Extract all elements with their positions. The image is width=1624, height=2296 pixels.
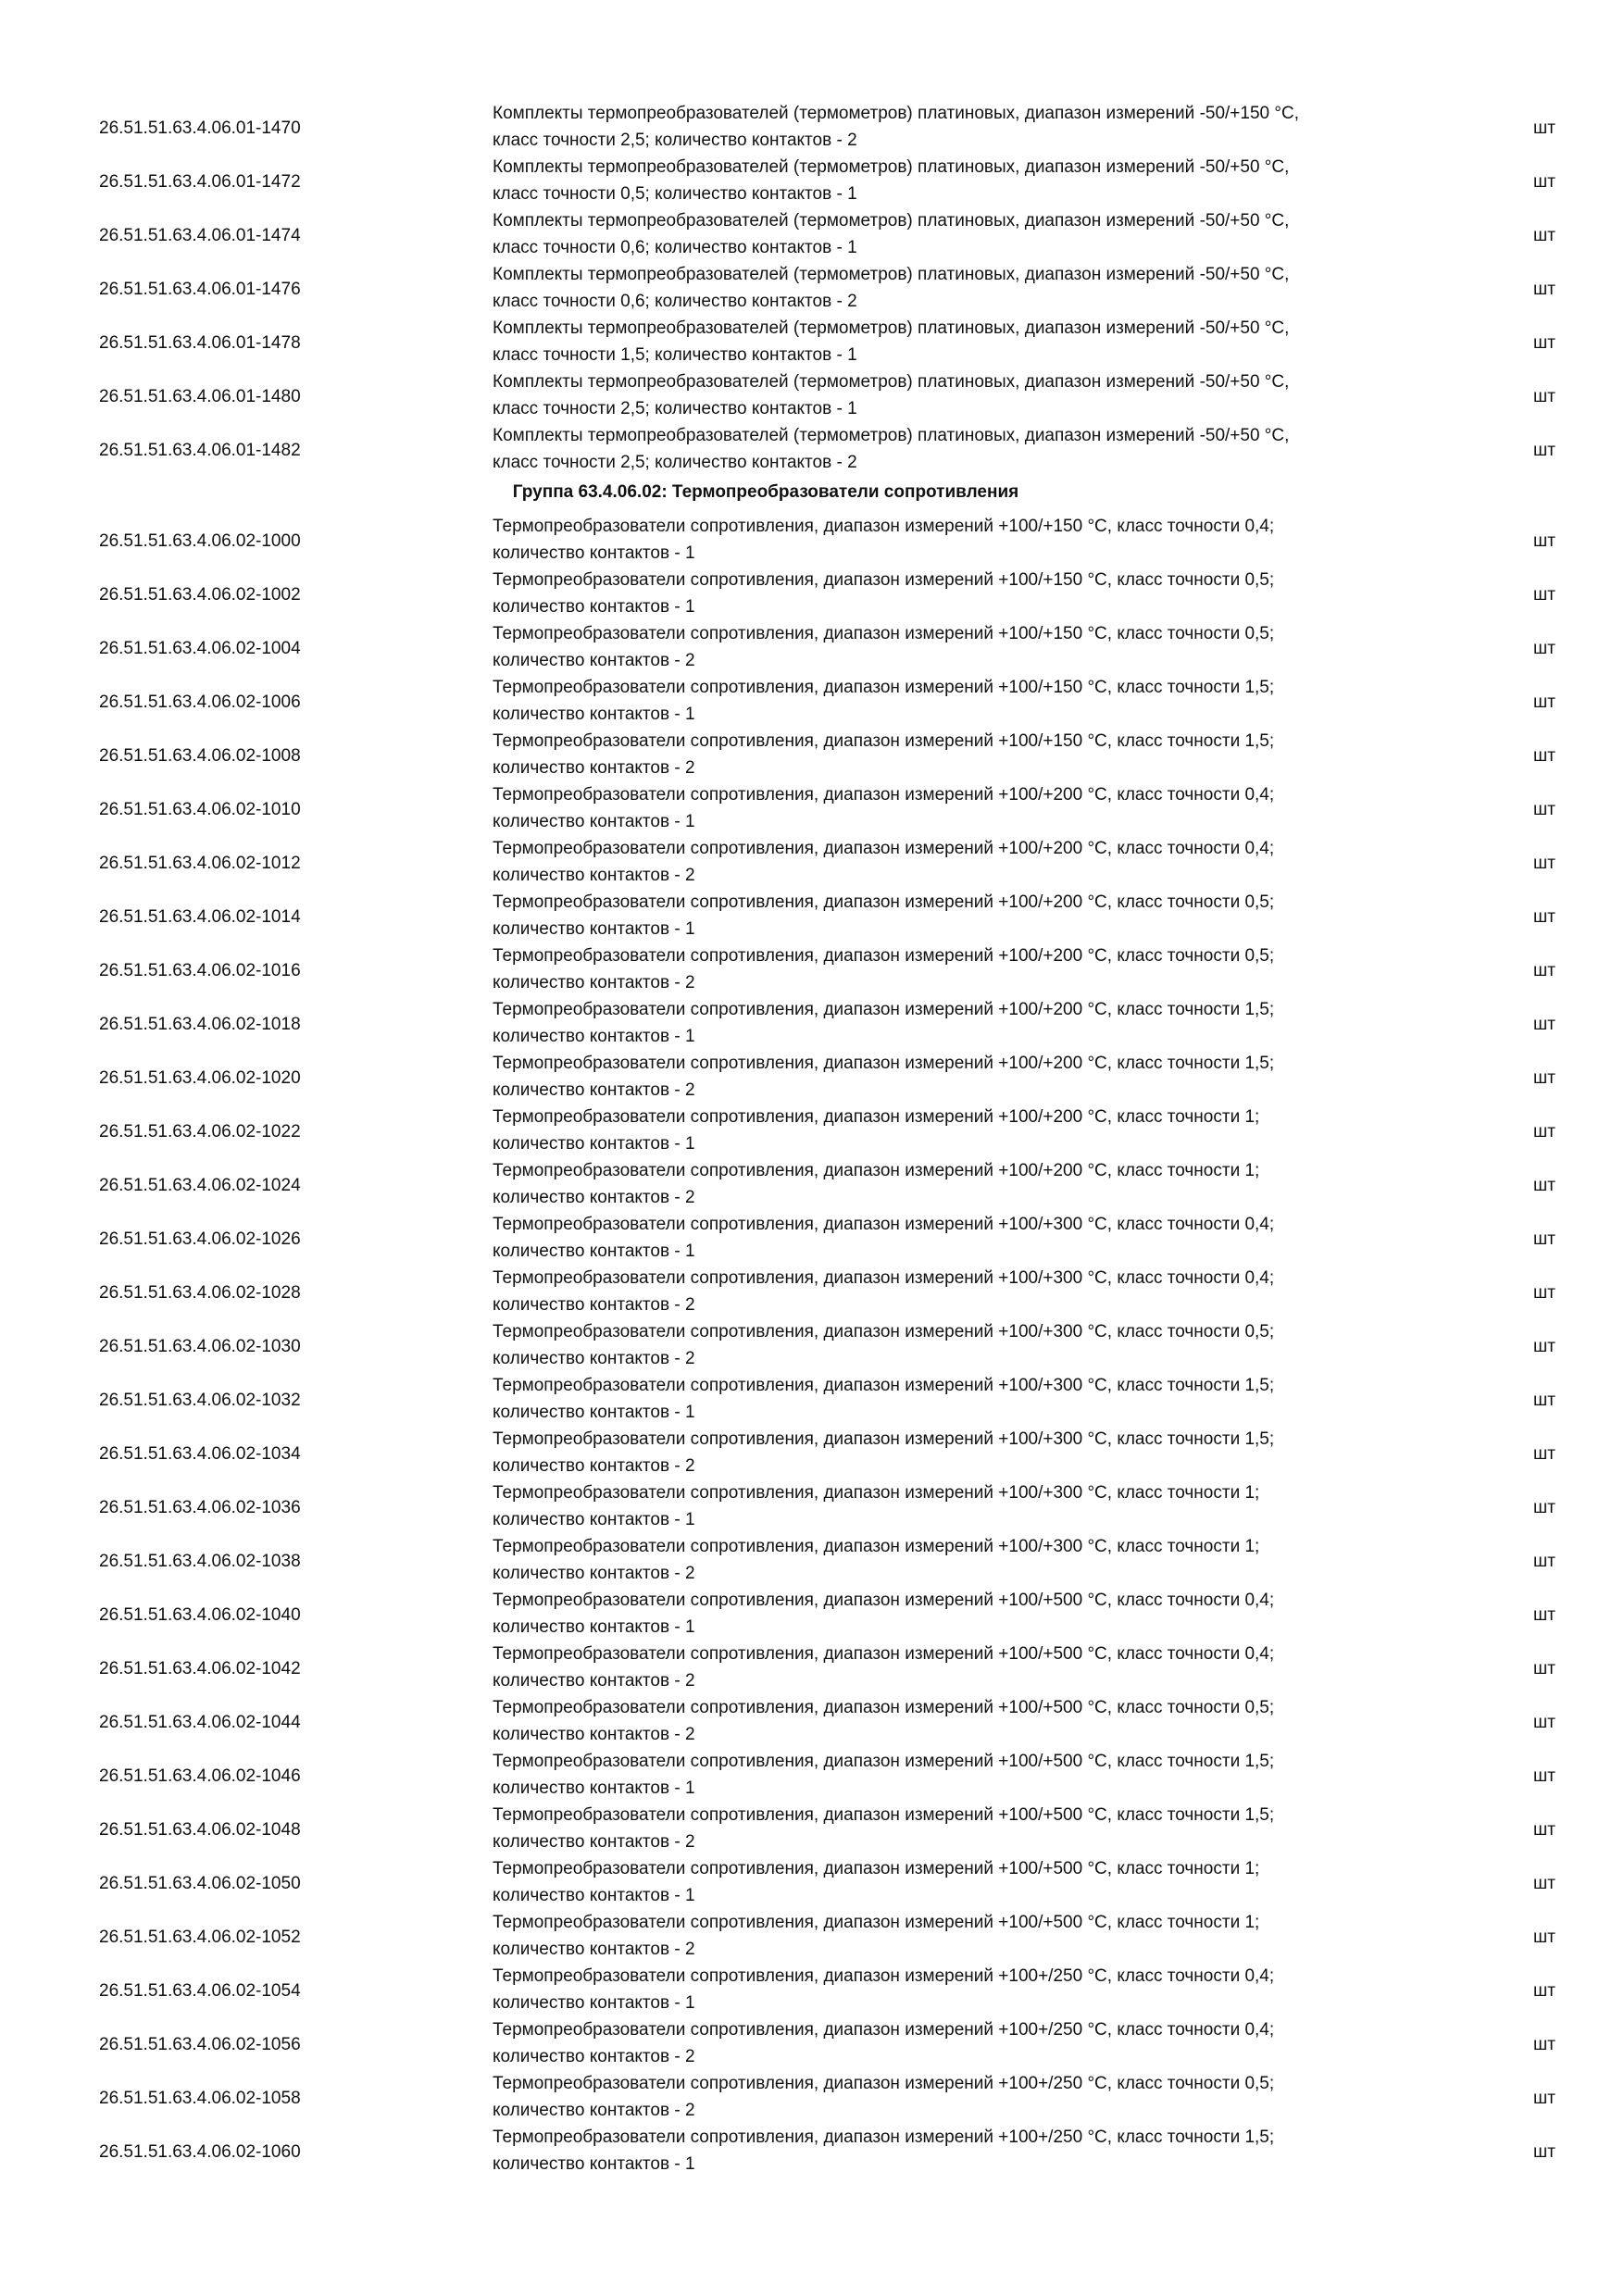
description-line-2: количество контактов - 2 [493,1080,695,1100]
description-line-2: количество контактов - 1 [493,597,695,617]
item-code: 26.51.51.63.4.06.02-1030 [99,1337,301,1356]
description-line-2: количество контактов - 2 [493,1564,695,1583]
item-unit: шт [1533,1391,1555,1410]
item-description [493,889,1474,942]
table-row [0,100,1624,154]
item-unit: шт [1533,1068,1555,1088]
description-line-1: Термопреобразователи сопротивления, диапазон измерений +100/+150 °C, класс точности 1,5; [493,678,1275,697]
description-line-2: количество контактов - 2 [493,758,695,778]
item-code: 26.51.51.63.4.06.02-1034 [99,1444,301,1464]
description-line-2: класс точности 2,5; количество контактов - 2 [493,453,857,472]
item-description [493,1050,1474,1104]
table-row [0,1963,1624,2016]
item-code: 26.51.51.63.4.06.02-1036 [99,1498,301,1517]
table-row [0,889,1624,942]
item-code: 26.51.51.63.4.06.02-1028 [99,1283,301,1303]
item-description [493,1104,1474,1157]
item-unit: шт [1533,333,1555,353]
description-line-2: класс точности 2,5; количество контактов - 1 [493,399,857,418]
table-row [0,1855,1624,1909]
item-code: 26.51.51.63.4.06.01-1478 [99,333,301,353]
item-unit: шт [1533,585,1555,605]
description-line-2: количество контактов - 1 [493,1993,695,2013]
item-code: 26.51.51.63.4.06.02-1040 [99,1605,301,1625]
item-code: 26.51.51.63.4.06.02-1038 [99,1552,301,1571]
description-line-1: Термопреобразователи сопротивления, диапазон измерений +100+/250 °C, класс точности 0,4; [493,2020,1275,2040]
table-row [0,1050,1624,1104]
description-line-1: Термопреобразователи сопротивления, диапазон измерений +100/+200 °C, класс точности 0,5; [493,946,1275,966]
description-line-1: Термопреобразователи сопротивления, диапазон измерений +100/+500 °C, класс точности 1; [493,1913,1260,1932]
item-unit: шт [1533,961,1555,980]
item-unit: шт [1533,1498,1555,1517]
description-line-1: Термопреобразователи сопротивления, диапазон измерений +100/+300 °C, класс точности 1,5; [493,1376,1275,1395]
description-line-1: Термопреобразователи сопротивления, диапазон измерений +100/+200 °C, класс точности 0,4; [493,839,1275,858]
table-row [0,1587,1624,1641]
description-line-2: количество контактов - 1 [493,705,695,724]
item-code: 26.51.51.63.4.06.01-1480 [99,387,301,406]
item-unit: шт [1533,693,1555,712]
item-unit: шт [1533,531,1555,551]
table-row [0,1802,1624,1855]
item-code: 26.51.51.63.4.06.02-1058 [99,2089,301,2108]
item-description [493,620,1474,674]
description-line-2: класс точности 1,5; количество контактов - 1 [493,345,857,365]
description-line-1: Комплекты термопреобразователей (термометров) платиновых, диапазон измерений -50/+50 °C, [493,211,1290,231]
item-description [493,728,1474,781]
item-description [493,996,1474,1050]
description-line-1: Термопреобразователи сопротивления, диапазон измерений +100/+150 °C, класс точности 0,5; [493,570,1275,590]
description-line-2: количество контактов - 2 [493,1295,695,1315]
item-description [493,781,1474,835]
description-line-2: количество контактов - 1 [493,1778,695,1798]
table-row [0,1157,1624,1211]
table-row [0,1909,1624,1963]
item-description [493,2070,1474,2124]
item-unit: шт [1533,172,1555,192]
item-unit: шт [1533,1820,1555,1840]
item-code: 26.51.51.63.4.06.02-1052 [99,1928,301,1947]
table-row [0,2070,1624,2124]
description-line-2: количество контактов - 1 [493,1617,695,1637]
table-row [0,513,1624,567]
item-unit: шт [1533,1444,1555,1464]
description-line-2: количество контактов - 2 [493,1940,695,1959]
description-line-2: количество контактов - 2 [493,1456,695,1476]
item-unit: шт [1533,746,1555,766]
table-row [0,620,1624,674]
item-code: 26.51.51.63.4.06.02-1050 [99,1874,301,1893]
description-line-2: класс точности 2,5; количество контактов - 2 [493,131,857,150]
table-row [0,567,1624,620]
item-unit: шт [1533,1766,1555,1786]
table-row [0,422,1624,476]
description-line-1: Термопреобразователи сопротивления, диапазон измерений +100/+150 °C, класс точности 0,5; [493,624,1275,643]
item-unit: шт [1533,1874,1555,1893]
description-line-2: количество контактов - 2 [493,2101,695,2120]
item-code: 26.51.51.63.4.06.02-1012 [99,854,301,873]
item-description [493,315,1474,368]
description-line-2: количество контактов - 1 [493,919,695,939]
item-code: 26.51.51.63.4.06.02-1002 [99,585,301,605]
table-row [0,1694,1624,1748]
item-code: 26.51.51.63.4.06.02-1048 [99,1820,301,1840]
description-line-2: количество контактов - 2 [493,973,695,992]
table-row [0,154,1624,207]
description-line-2: количество контактов - 1 [493,1886,695,1905]
description-line-1: Термопреобразователи сопротивления, диапазон измерений +100/+200 °C, класс точности 0,4; [493,785,1275,805]
item-unit: шт [1533,1981,1555,2001]
table-row [0,261,1624,315]
table-row [0,1104,1624,1157]
description-line-1: Термопреобразователи сопротивления, диапазон измерений +100+/250 °C, класс точности 0,4; [493,1966,1275,1986]
description-line-1: Термопреобразователи сопротивления, диапазон измерений +100/+300 °C, класс точности 1; [493,1483,1260,1503]
item-description [493,154,1474,207]
description-line-2: количество контактов - 2 [493,2047,695,2066]
description-line-2: количество контактов - 1 [493,1027,695,1046]
item-code: 26.51.51.63.4.06.01-1470 [99,119,301,138]
item-unit: шт [1533,1176,1555,1195]
item-description [493,1909,1474,1963]
item-description [493,674,1474,728]
description-line-2: количество контактов - 2 [493,866,695,885]
item-code: 26.51.51.63.4.06.02-1032 [99,1391,301,1410]
item-description [493,1265,1474,1318]
item-unit: шт [1533,854,1555,873]
description-line-2: количество контактов - 1 [493,1510,695,1529]
item-description [493,1641,1474,1694]
item-description [493,1802,1474,1855]
item-unit: шт [1533,441,1555,460]
item-description [493,2124,1474,2177]
description-line-2: количество контактов - 2 [493,1832,695,1852]
description-line-2: класс точности 0,6; количество контактов - 2 [493,292,857,311]
item-description [493,513,1474,567]
item-code: 26.51.51.63.4.06.02-1014 [99,907,301,927]
item-unit: шт [1533,1552,1555,1571]
description-line-1: Термопреобразователи сопротивления, диапазон измерений +100/+200 °C, класс точности 1,5; [493,1054,1275,1073]
item-code: 26.51.51.63.4.06.01-1476 [99,280,301,299]
table-row [0,207,1624,261]
item-code: 26.51.51.63.4.06.02-1008 [99,746,301,766]
item-unit: шт [1533,800,1555,819]
table-row [0,2016,1624,2070]
table-row [0,368,1624,422]
item-code: 26.51.51.63.4.06.02-1016 [99,961,301,980]
description-line-2: количество контактов - 1 [493,812,695,831]
item-description [493,1426,1474,1479]
item-unit: шт [1533,1713,1555,1732]
item-code: 26.51.51.63.4.06.01-1474 [99,226,301,245]
description-line-1: Комплекты термопреобразователей (термометров) платиновых, диапазон измерений -50/+50 °C, [493,265,1290,284]
item-unit: шт [1533,639,1555,658]
item-description [493,835,1474,889]
description-line-2: класс точности 0,5; количество контактов - 1 [493,184,857,204]
description-line-1: Термопреобразователи сопротивления, диапазон измерений +100/+300 °C, класс точности 0,5; [493,1322,1275,1341]
item-unit: шт [1533,1928,1555,1947]
item-code: 26.51.51.63.4.06.02-1042 [99,1659,301,1678]
table-row [0,2124,1624,2177]
item-unit: шт [1533,1659,1555,1678]
item-code: 26.51.51.63.4.06.02-1022 [99,1122,301,1142]
item-code: 26.51.51.63.4.06.02-1024 [99,1176,301,1195]
description-line-1: Термопреобразователи сопротивления, диапазон измерений +100/+200 °C, класс точности 1; [493,1107,1260,1127]
item-code: 26.51.51.63.4.06.02-1056 [99,2035,301,2054]
item-unit: шт [1533,1122,1555,1142]
table-row [0,1426,1624,1479]
item-code: 26.51.51.63.4.06.01-1472 [99,172,301,192]
description-line-2: класс точности 0,6; количество контактов - 1 [493,238,857,257]
item-unit: шт [1533,119,1555,138]
description-line-2: количество контактов - 1 [493,1403,695,1422]
description-line-1: Термопреобразователи сопротивления, диапазон измерений +100/+500 °C, класс точности 1,5; [493,1805,1275,1825]
item-description [493,1694,1474,1748]
item-code: 26.51.51.63.4.06.01-1482 [99,441,301,460]
item-code: 26.51.51.63.4.06.02-1026 [99,1229,301,1249]
table-row [0,1641,1624,1694]
description-line-1: Комплекты термопреобразователей (термометров) платиновых, диапазон измерений -50/+150 °C, [493,104,1299,123]
description-line-1: Комплекты термопреобразователей (термометров) платиновых, диапазон измерений -50/+50 °C, [493,318,1290,338]
item-description [493,942,1474,996]
item-description [493,567,1474,620]
item-code: 26.51.51.63.4.06.02-1006 [99,693,301,712]
item-unit: шт [1533,907,1555,927]
table-row [0,1748,1624,1802]
item-description [493,1372,1474,1426]
table-row [0,1265,1624,1318]
item-code: 26.51.51.63.4.06.02-1020 [99,1068,301,1088]
table-row [0,1533,1624,1587]
description-line-1: Термопреобразователи сопротивления, диапазон измерений +100/+200 °C, класс точности 1,5; [493,1000,1275,1019]
item-code: 26.51.51.63.4.06.02-1046 [99,1766,301,1786]
description-line-1: Комплекты термопреобразователей (термометров) платиновых, диапазон измерений -50/+50 °C, [493,426,1290,445]
description-line-2: количество контактов - 1 [493,2154,695,2174]
item-code: 26.51.51.63.4.06.02-1054 [99,1981,301,2001]
item-unit: шт [1533,1015,1555,1034]
item-description [493,1318,1474,1372]
group-heading-text: Группа 63.4.06.02: Термопреобразователи сопротивления [512,482,1019,502]
description-line-1: Термопреобразователи сопротивления, диапазон измерений +100/+500 °C, класс точности 0,4; [493,1591,1275,1610]
item-unit: шт [1533,2035,1555,2054]
item-code: 26.51.51.63.4.06.02-1044 [99,1713,301,1732]
table-row [0,1479,1624,1533]
item-description [493,1748,1474,1802]
item-code: 26.51.51.63.4.06.02-1000 [99,531,301,551]
table-row [0,942,1624,996]
table-row [0,1372,1624,1426]
table-row [0,728,1624,781]
item-description [493,1211,1474,1265]
description-line-1: Термопреобразователи сопротивления, диапазон измерений +100+/250 °C, класс точности 0,5; [493,2074,1275,2093]
item-description [493,1963,1474,2016]
table-row [0,1318,1624,1372]
description-line-2: количество контактов - 1 [493,543,695,563]
table-row [0,996,1624,1050]
item-description [493,368,1474,422]
table-row [0,1211,1624,1265]
item-description [493,422,1474,476]
item-code: 26.51.51.63.4.06.02-1010 [99,800,301,819]
description-line-1: Термопреобразователи сопротивления, диапазон измерений +100/+500 °C, класс точности 0,4; [493,1644,1275,1664]
item-description [493,100,1474,154]
description-line-1: Комплекты термопреобразователей (термометров) платиновых, диапазон измерений -50/+50 °C, [493,157,1290,177]
description-line-2: количество контактов - 1 [493,1242,695,1261]
item-unit: шт [1533,2089,1555,2108]
description-line-2: количество контактов - 2 [493,1349,695,1368]
item-unit: шт [1533,1337,1555,1356]
group-heading [0,481,1624,504]
item-code: 26.51.51.63.4.06.02-1018 [99,1015,301,1034]
description-line-1: Термопреобразователи сопротивления, диапазон измерений +100/+500 °C, класс точности 1,5; [493,1752,1275,1771]
description-line-2: количество контактов - 1 [493,1134,695,1154]
description-line-1: Термопреобразователи сопротивления, диапазон измерений +100/+300 °C, класс точности 0,4; [493,1215,1275,1234]
description-line-1: Термопреобразователи сопротивления, диапазон измерений +100/+300 °C, класс точности 0,4; [493,1268,1275,1288]
description-line-1: Термопреобразователи сопротивления, диапазон измерений +100+/250 °C, класс точности 1,5; [493,2128,1275,2147]
table-row [0,835,1624,889]
table-row [0,781,1624,835]
description-line-1: Термопреобразователи сопротивления, диапазон измерений +100/+300 °C, класс точности 1; [493,1537,1260,1556]
table-row [0,315,1624,368]
item-description [493,1533,1474,1587]
description-line-2: количество контактов - 2 [493,1725,695,1744]
description-line-1: Термопреобразователи сопротивления, диапазон измерений +100/+150 °C, класс точности 0,4; [493,517,1275,536]
item-unit: шт [1533,1283,1555,1303]
description-line-1: Термопреобразователи сопротивления, диапазон измерений +100/+500 °C, класс точности 0,5; [493,1698,1275,1717]
item-description [493,1479,1474,1533]
description-line-1: Комплекты термопреобразователей (термометров) платиновых, диапазон измерений -50/+50 °C, [493,372,1290,392]
description-line-1: Термопреобразователи сопротивления, диапазон измерений +100/+300 °C, класс точности 1,5; [493,1429,1275,1449]
description-line-2: количество контактов - 2 [493,1188,695,1207]
item-unit: шт [1533,2142,1555,2162]
item-description [493,1587,1474,1641]
item-code: 26.51.51.63.4.06.02-1060 [99,2142,301,2162]
description-line-1: Термопреобразователи сопротивления, диапазон измерений +100/+200 °C, класс точности 0,5; [493,892,1275,912]
item-unit: шт [1533,226,1555,245]
description-line-2: количество контактов - 2 [493,1671,695,1691]
item-description [493,1855,1474,1909]
table-row [0,674,1624,728]
item-description [493,207,1474,261]
description-line-1: Термопреобразователи сопротивления, диапазон измерений +100/+500 °C, класс точности 1; [493,1859,1260,1878]
description-line-2: количество контактов - 2 [493,651,695,670]
item-description [493,1157,1474,1211]
item-unit: шт [1533,1605,1555,1625]
item-description [493,261,1474,315]
item-description [493,2016,1474,2070]
item-code: 26.51.51.63.4.06.02-1004 [99,639,301,658]
item-unit: шт [1533,387,1555,406]
item-unit: шт [1533,1229,1555,1249]
item-unit: шт [1533,280,1555,299]
description-line-1: Термопреобразователи сопротивления, диапазон измерений +100/+200 °C, класс точности 1; [493,1161,1260,1180]
description-line-1: Термопреобразователи сопротивления, диапазон измерений +100/+150 °C, класс точности 1,5; [493,731,1275,751]
